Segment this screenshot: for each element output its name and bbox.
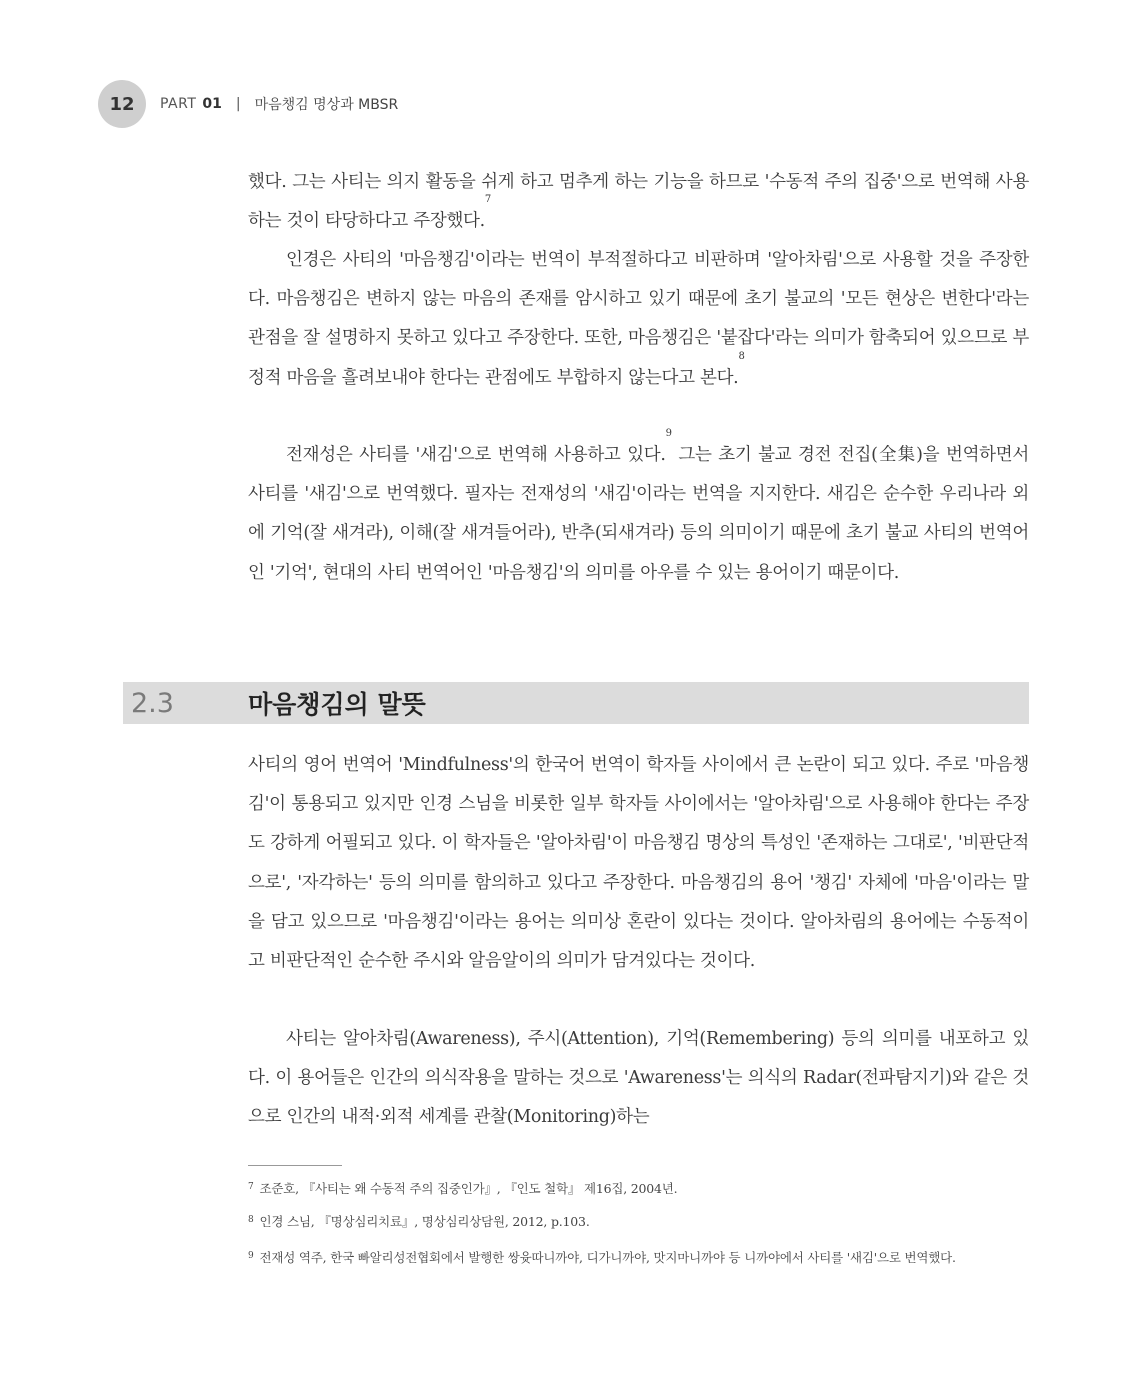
footnote-mark: 8	[248, 1215, 254, 1225]
paragraph-1	[248, 163, 1029, 241]
footnote-ref-8[interactable]: 8	[738, 350, 745, 362]
footnote-ref-9[interactable]: 9	[665, 428, 672, 439]
paragraph-2	[248, 241, 1029, 398]
section-title: 마음챙김의 말뜻	[248, 690, 426, 719]
paragraph-5-text: 사티는 알아차림(Awareness), 주시(Attention), 기억(Remembering) 등의 의미를 내포하고 있다. 이 용어들은 인간의 의식작용을 말하는 것으로 'Awareness'는 의식의 Radar(전파탐지기)와 같은 것으로 인간의 내적·외적 세계를 관찰(Monitoring)하는	[248, 1029, 1029, 1128]
paragraph-4-text: 사티의 영어 번역어 'Mindfulness'의 한국어 번역이 학자들 사이에서 큰 논란이 되고 있다. 주로 '마음챙김'이 통용되고 있지만 인경 스님을 비롯한 일부 학자들 사이에서는 '알아차림'으로 사용해야 한다는 주장도 강하게 어필되고 있다. 이 학자들은 '알아차림'이 마음챙김 명상의 특성인 '존재하는 그대로', '비판단적으로', '자각하는' 등의 의미를 함의하고 있다고 주장한다. 마음챙김의 용어 '챙김' 자체에 '마음'이라는 말을 담고 있으므로 '마음챙김'이라는 용어는 의미상 혼란이 있다는 것이다. 알아차림의 용어에는 수동적이고 비판단적인 순수한 주시와 알음알이의 의미가 담겨있다는 것이다.	[248, 755, 1029, 972]
footnote-divider	[248, 1165, 342, 1166]
paragraph-1-text: 했다. 그는 사티는 의지 활동을 쉬게 하고 멈추게 하는 기능을 하므로 '수동적 주의 집중'으로 번역해 사용하는 것이 타당하다고 주장했다.	[248, 172, 1029, 232]
footnote-text: 조준호, 『사티는 왜 수동적 주의 집중인가』, 『인도 철학』 제16집, 2004년.	[259, 1181, 678, 1196]
paragraph-5	[248, 1020, 1029, 1138]
footnote-text: 전재성 역주, 한국 빠알리성전협회에서 발행한 쌍윳따니까야, 디가니까야, 맛지마니까야 등 니까야에서 사티를 '새김'으로 번역했다.	[259, 1250, 956, 1265]
paragraph-3-text-a: 전재성은 사티를 '새김'으로 번역해 사용하고 있다.	[286, 445, 666, 465]
header-separator: |	[235, 96, 241, 112]
paragraph-3	[248, 428, 1029, 593]
page-number-badge	[98, 80, 146, 128]
section-number: 2.3	[131, 687, 174, 719]
chapter-title: 마음챙김 명상과 MBSR	[254, 97, 399, 113]
footnote-8	[248, 1211, 1029, 1233]
paragraph-4	[248, 746, 1029, 981]
part-number: 01	[202, 96, 222, 112]
footnote-ref-7[interactable]: 7	[484, 194, 491, 206]
footnote-mark: 7	[248, 1182, 254, 1192]
paragraph-3-text-b: 그는 초기 불교 경전 전집(全集)을 번역하면서 사티를 '새김'으로 번역했다. 필자는 전재성의 '새김'이라는 번역을 지지한다. 새김은 순수한 우리나라 외에 기억(잘 새겨라), 이해(잘 새겨들어라), 반추(되새겨라) 등의 의미이기 때문에 초기 불교 사티의 번역어인 '기억', 현대의 사티 번역어인 '마음챙김'의 의미를 아우를 수 있는 용어이기 때문이다.	[248, 445, 1029, 583]
part-label: PART	[160, 96, 197, 112]
running-header	[98, 80, 398, 128]
footnote-7	[248, 1178, 1029, 1200]
footnote-mark: 9	[248, 1251, 254, 1261]
footnote-9	[248, 1247, 1029, 1269]
page-number: 12	[109, 93, 135, 115]
footnote-text: 인경 스님, 『명상심리치료』, 명상심리상담원, 2012, p.103.	[259, 1214, 590, 1229]
section-heading-bar	[123, 682, 1029, 724]
paragraph-2-text: 인경은 사티의 '마음챙김'이라는 번역이 부적절하다고 비판하며 '알아차림'으로 사용할 것을 주장한다. 마음챙김은 변하지 않는 마음의 존재를 암시하고 있기 때문에 초기 불교의 '모든 현상은 변한다'라는 관점을 잘 설명하지 못하고 있다고 주장한다. 또한, 마음챙김은 '붙잡다'라는 의미가 함축되어 있으므로 부정적 마음을 흘려보내야 한다는 관점에도 부합하지 않는다고 본다.	[248, 250, 1029, 388]
